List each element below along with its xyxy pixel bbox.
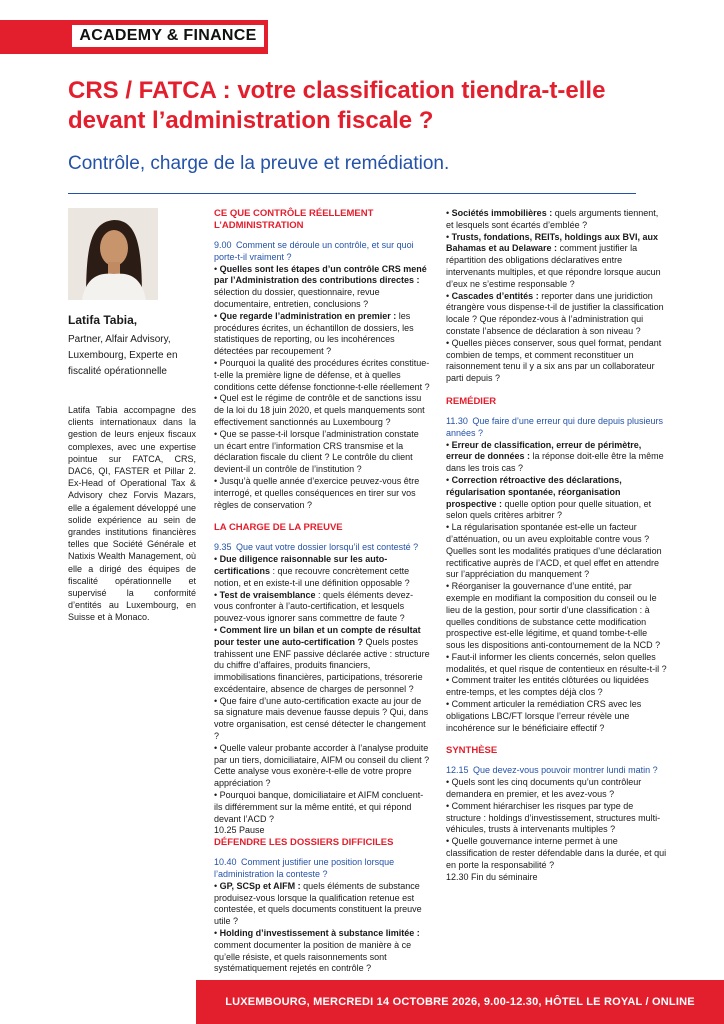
- session-question: 9.00 Comment se déroule un contrôle, et sur quoi porte-t-il vraiment ?: [214, 240, 414, 262]
- bullet-icon: •: [446, 208, 452, 218]
- page-subtitle: Contrôle, charge de la preuve et remédiation.: [68, 153, 450, 174]
- bullet-item: • Correction rétroactive des déclarations, régularisation spontanée, réorganisation prospective : quelle option pour quelle situation, et selon quels critères arbitrer ?: [446, 474, 652, 521]
- session-question: 11.30 Que faire d’une erreur qui dure depuis plusieurs années ?: [446, 415, 663, 438]
- bullet-item: • Trusts, fondations, REITs, holdings aux BVI, aux Bahamas et au Delaware : comment justifier la répartition des obligations déclaratives entre intervenants multiples, et que répondre lorsque aucun d’eux ne s’estime responsable ?: [446, 231, 661, 289]
- bullet-item: • Due diligence raisonnable sur les auto-certifications : que recouvre concrètement cette notion, et en existe-t-il une définition opposable ?: [214, 554, 410, 588]
- bullet-icon: •: [214, 263, 220, 274]
- bullet-icon: •: [446, 777, 452, 788]
- bullet-icon: •: [446, 231, 452, 242]
- bullet-item: • Quels sont les cinq documents qu’un contrôleur demandera en premier, et les avez-vous ?: [446, 777, 642, 800]
- bullet-icon: •: [214, 928, 220, 939]
- bullet-icon: •: [214, 393, 220, 404]
- bullet-item: • Sociétés immobilières : quels arguments tiennent, et lesquels sont écartés d’emblée ?: [446, 208, 659, 230]
- bullet-item: • Quelles sont les étapes d’un contrôle CRS mené par l’Administration des contributions directes : sélection du dossier, questionnaire, revue documentaire, entretien, conclusions ?: [214, 263, 427, 309]
- bullet-item: • Comment lire un bilan et un compte de résultat pour tester une auto-certification ? Quels postes trahissent une ENF passive déclarée active : structure du chiffre d’affaires, produits financiers, immobilisations financières, participations, trésorerie excédentaire, absence de charges de personnel ?: [214, 624, 430, 694]
- bullet-icon: •: [214, 589, 220, 600]
- speaker-name: Latifa Tabia,: [68, 313, 138, 327]
- bullet-item: • Quel est le régime de contrôle et de sanctions issu de la loi du 18 juin 2020, et quels manquements sont effectivement sanctionnés au Luxembourg ?: [214, 393, 425, 427]
- item-list: [214, 554, 430, 825]
- bullet-item: • Quelle valeur probante accorder à l’analyse produite par un tiers, domiciliataire, AIFM ou conseil du client ? Cette analyse vous exonère-t-elle de votre propre appréciation ?: [214, 742, 430, 789]
- bullet-item: • La régularisation spontanée est-elle un facteur d’atténuation, ou un aveu exploitable contre vous ? Quelles sont les modalités pratiques d’une déclaration rectificative auprès de l’ACD, et quel effet en attendre sur l’appréciation du manquement ?: [446, 522, 662, 580]
- section-heading: SYNTHÈSE: [446, 745, 498, 757]
- session-question: 10.40 Comment justifier une position lorsque l’administration la conteste ?: [214, 857, 395, 880]
- bullet-item: • Que faire d’une auto-certification exacte au jour de sa signature mais devenue fausse depuis ? Qui, dans votre organisation, est censé détecter le changement ?: [214, 695, 429, 742]
- bullet-item: • Holding d’investissement à substance limitée : comment documenter la position de manière à ce qu’elle résiste, et quels raisonnements sont systématiquement rejetés en contrôle ?: [214, 928, 420, 974]
- program-column-1: [214, 208, 430, 975]
- item-list: [214, 881, 430, 975]
- item-list: [214, 264, 430, 512]
- bullet-item: • Pourquoi la qualité des procédures écrites constitue-t-elle la première ligne de défense, et à quelles conditions cette défense fonctionne-t-elle réellement ?: [214, 357, 430, 392]
- bullet-item: • Quelle gouvernance interne permet à une classification de rester défendable dans la durée, et qui en porte la responsabilité ?: [446, 836, 667, 870]
- bullet-icon: •: [446, 675, 452, 686]
- bullet-item: • Que se passe-t-il lorsque l’administration constate un écart entre l’information CRS transmise et la déclaration fiscale du client ? Le contrôle du client devient-il un contrôle de l’institution ?: [214, 428, 419, 475]
- item-list: [446, 208, 668, 385]
- bullet-icon: •: [214, 742, 220, 753]
- bullet-item: • Réorganiser la gouvernance d’une entité, par exemple en modifiant la composition du conseil ou le lieu de la gestion, pour sortir d’une classification : à quelles conditions de substance cette modification prospective est-elle légitime, et quand tombe-t-elle sous les dispositions anti-contournement de la NCD ?: [446, 581, 661, 651]
- bullet-item: • Jusqu’à quelle année d’exercice peuvez-vous être interrogé, et quelles conséquences en tirer sur vos règles de conservation ?: [214, 475, 420, 510]
- section-heading: REMÉDIER: [446, 395, 497, 407]
- bullet-icon: •: [214, 428, 220, 439]
- bullet-icon: •: [446, 522, 452, 533]
- bullet-icon: •: [214, 554, 220, 565]
- bullet-icon: •: [214, 357, 220, 368]
- bullet-item: • Comment hiérarchiser les risques par type de structure : holdings d’investissement, structures multi-véhicules, trusts à intervenants multiples ?: [446, 800, 661, 835]
- speaker-bio: Latifa Tabia accompagne des clients internationaux dans la gestion de leurs enjeux fiscaux complexes, avec une expertise pointue sur FATCA, CRS, DAC6, QI, FASTER et Pillar 2. Ex-Head of Operational Tax & Advisory chez Forvis Mazars, elle a également développé une solide expérience au sein de grandes institutions financières telles que Société Générale et Natixis Wealth Management, où elle a dirigé des équipes de fiscalité opérationnelle et supervisé la conformité d’entités au Luxembourg, en Suisse et à Monaco.: [68, 405, 196, 623]
- item-list: [446, 777, 668, 871]
- bullet-icon: •: [446, 800, 452, 811]
- bullet-icon: •: [446, 337, 452, 348]
- bullet-icon: •: [214, 310, 220, 321]
- section-heading: DÉFENDRE LES DOSSIERS DIFFICILES: [214, 837, 394, 849]
- bullet-icon: •: [446, 581, 452, 592]
- session-question: 9.35 Que vaut votre dossier lorsqu’il est contesté ?: [214, 542, 419, 553]
- speaker-role: Partner, Alfair Advisory, Luxembourg, Experte en fiscalité opérationnelle: [68, 334, 178, 377]
- bullet-icon: •: [214, 790, 220, 801]
- bullet-item: • Test de vraisemblance : quels éléments devez-vous confronter à l’auto-certification, et lesquels pouvez-vous ignorer sans commettre de faute ?: [214, 589, 414, 624]
- header-bar: [0, 20, 268, 54]
- pause-label: 10.25 Pause: [214, 825, 265, 836]
- bullet-item: • Faut-il informer les clients concernés, selon quelles modalités, et quel risque de contentieux en résulte-t-il ?: [446, 651, 667, 674]
- brand-label: ACADEMY & FINANCE: [72, 25, 264, 47]
- bullet-icon: •: [214, 695, 220, 706]
- program-column-2: [446, 208, 668, 883]
- bullet-icon: •: [446, 651, 452, 662]
- bullet-item: • GP, SCSp et AIFM : quels éléments de substance produisez-vous lorsque la qualification retenue est contestée, et quels documents constituent la preuve utile ?: [214, 880, 422, 927]
- footer-bar: LUXEMBOURG, MERCREDI 14 OCTOBRE 2026, 9.00-12.30, HÔTEL LE ROYAL / ONLINE: [196, 980, 724, 1024]
- bullet-icon: •: [214, 624, 220, 635]
- bullet-icon: •: [446, 474, 452, 485]
- speaker-photo: [68, 208, 158, 300]
- session-question: 12.15 Que devez-vous pouvoir montrer lundi matin ?: [446, 765, 658, 776]
- bullet-item: • Quelles pièces conserver, sous quel format, pendant combien de temps, et comment reconstituer un raisonnement tenu il y a six ans par un collaborateur parti depuis ?: [446, 337, 662, 384]
- bullet-icon: •: [446, 290, 452, 301]
- bullet-item: • Erreur de classification, erreur de périmètre, erreur de données : la réponse doit-elle être la même dans les trois cas ?: [446, 439, 664, 474]
- bullet-item: • Comment articuler la remédiation CRS avec les obligations LBC/FT lorsque l’erreur révèle une incohérence sur le bénéficiaire effectif ?: [446, 699, 642, 733]
- bullet-icon: •: [446, 836, 452, 847]
- page-title: CRS / FATCA : votre classification tiendra-t-elle devant l’administration fiscale ?: [68, 77, 606, 134]
- bullet-icon: •: [446, 699, 452, 710]
- section-heading: CE QUE CONTRÔLE RÉELLEMENT L’ADMINISTRATION: [214, 208, 374, 231]
- end-label: 12.30 Fin du séminaire: [446, 871, 538, 882]
- bullet-icon: •: [446, 439, 452, 450]
- item-list: [446, 440, 668, 735]
- bullet-item: • Cascades d’entités : reporter dans une juridiction étrangère vous dispense-t-il de justifier la classification locale ? Que répondez-vous à l’administration qui constate l’absence de déclaration à son niveau ?: [446, 290, 664, 336]
- bullet-icon: •: [214, 475, 220, 486]
- bullet-item: • Comment traiter les entités clôturées ou liquidées entre-temps, et les comptes déjà clos ?: [446, 675, 649, 698]
- bullet-icon: •: [214, 880, 220, 891]
- section-heading: LA CHARGE DE LA PREUVE: [214, 522, 343, 534]
- bullet-item: • Que regarde l’administration en premier : les procédures écrites, un échantillon de dossiers, les statistiques de reporting, ou les incohérences détectées par recoupement ?: [214, 310, 414, 357]
- divider: [68, 193, 636, 194]
- bullet-item: • Pourquoi banque, domiciliataire et AIFM concluent-ils différemment sur la même entité, et qui répond devant l’ACD ?: [214, 790, 424, 824]
